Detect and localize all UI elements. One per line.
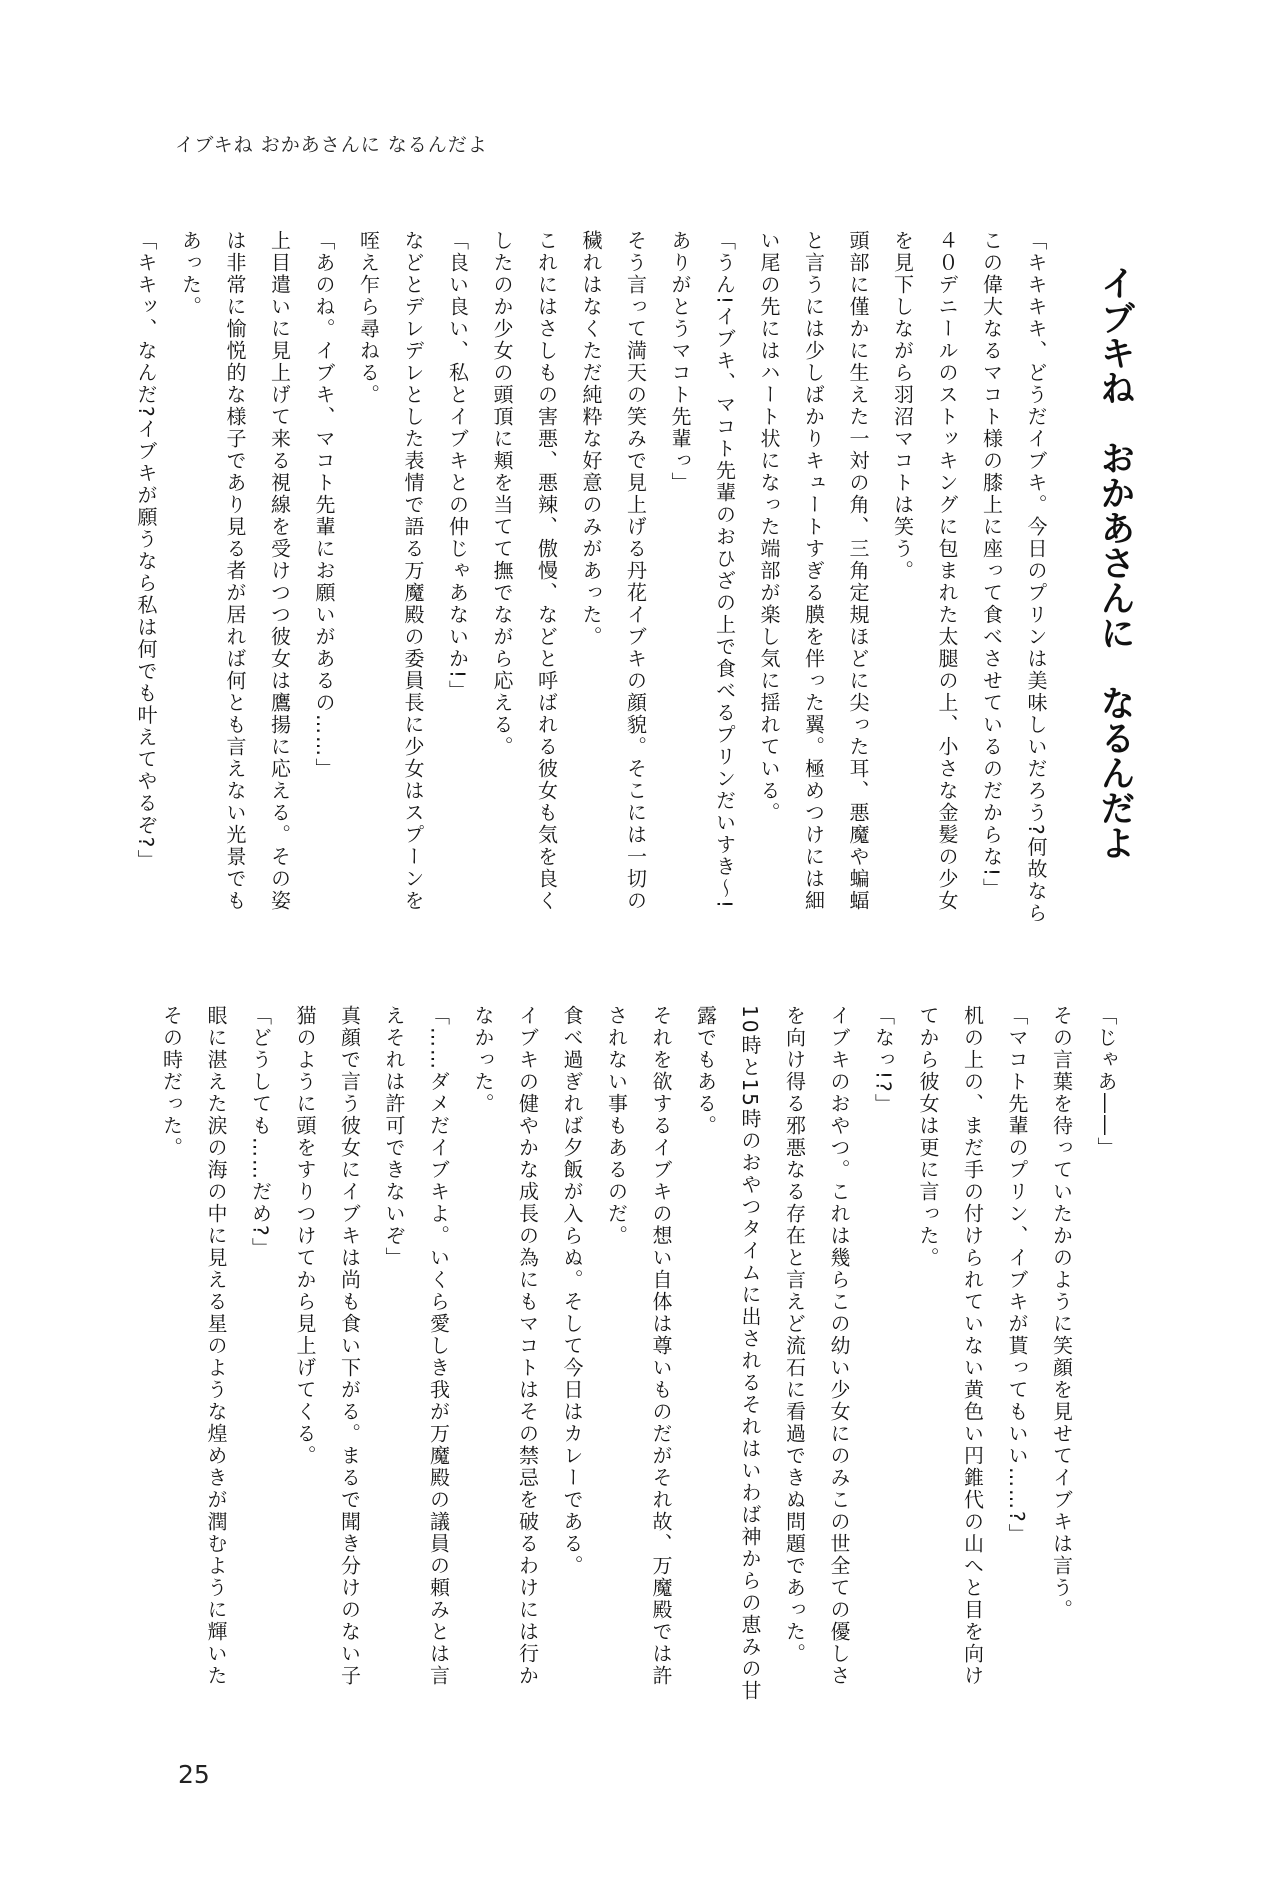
paragraph: 「良い良い、私とイブキとの仲じゃあないか!」: [445, 230, 470, 703]
paragraph: その言葉を待っていたかのように笑顔を見せてイブキは言う。: [1049, 1005, 1074, 1621]
paragraph: 頭部に僅かに生えた一対の角、三角定規ほどに尖った耳、悪魔や蝙蝠と言うには少しばかりキュートすぎる膜を伴った翼。極めつけには細い尾の先にはハート状になった端部が楽し気に揺れている。: [757, 230, 870, 912]
paragraph: 「じゃあ――」: [1094, 1005, 1118, 1159]
chapter-title: イブキね おかあさんに なるんだよ: [1095, 265, 1135, 860]
paragraph: それを欲するイブキの想い自体は尊いものだがそれ故、万魔殿では許されない事もあるのだ。: [604, 1005, 673, 1687]
lower-text-block: [158, 1005, 1128, 1705]
paragraph: 眼に湛えた涙の海の中に見える星のような煌めきが潤むように輝いたその時だった。: [159, 1005, 228, 1687]
paragraph: ４０デニールのストッキングに包まれた太腿の上、小さな金髪の少女を見下しながら羽沼マコトは笑う。: [890, 230, 959, 912]
paragraph: 10時と15時のおやつタイムに出されるそれはいわば神からの恵みの甘露でもある。: [693, 1005, 762, 1702]
paragraph: 食べ過ぎれば夕飯が入らぬ。そして今日はカレーである。: [560, 1005, 584, 1577]
paragraph: イブキのおやつ。これは幾らこの幼い少女にのみこの世全ての優しさを向け得る邪悪なる存在と言えど流石に看過できぬ問題であった。: [782, 1005, 851, 1687]
running-header: イブキね おかあさんに なるんだよ: [175, 134, 488, 156]
paragraph: 「うん!イブキ、マコト先輩のおひざの上で食べるプリンだいすき～!ありがとうマコト先輩っ」: [668, 230, 737, 911]
paragraph: 上目遣いに見上げて来る視線を受けつつ彼女は鷹揚に応える。その姿は非常に愉悦的な様子であり見る者が居れば何とも言えない光景でもあった。: [178, 230, 292, 912]
paragraph: などとデレデレとした表情で語る万魔殿の委員長に少女はスプーンを咥え乍ら尋ねる。: [356, 230, 425, 912]
page-number: 25: [178, 1760, 210, 1789]
paragraph: 「キキッ、なんだ?イブキが願うなら私は何でも叶えてやるぞ?」: [134, 230, 158, 872]
paragraph: 「マコト先輩のプリン、イブキが貰ってもいい……?」: [1005, 1005, 1029, 1546]
paragraph: そう言って満天の笑みで見上げる丹花イブキの顔貌。そこには一切の穢れはなくただ純粋な好意のみがあった。: [579, 230, 648, 912]
paragraph: 「どうしても……だめ?」: [248, 1005, 273, 1260]
paragraph: 真顔で言う彼女にイブキは尚も食い下がる。まるで聞き分けのない子猫のように頭をすりつけてから見上げてくる。: [293, 1005, 362, 1687]
paragraph: 「あのね。イブキ、マコト先輩にお願いがあるの……」: [312, 230, 336, 780]
upper-text-block: [134, 230, 1058, 930]
paragraph: イブキの健やかな成長の為にもマコトはその禁忌を破るわけには行かなかった。: [471, 1005, 540, 1687]
paragraph: 机の上の、まだ手の付けられていない黄色い円錐代の山へと目を向けてから彼女は更に言った。: [916, 1005, 985, 1687]
paragraph: 「……ダメだイブキよ。いくら愛しき我が万魔殿の議員の頼みとは言えそれは許可できないぞ」: [382, 1005, 451, 1687]
paragraph: 「キキキキ、どうだイブキ。今日のプリンは美味しいだろう?何故ならこの偉大なるマコト様の膝上に座って食べさせているのだからな!」: [979, 230, 1048, 925]
paragraph: 「なっ!?」: [871, 1005, 896, 1116]
paragraph: これにはさしもの害悪、悪辣、傲慢、などと呼ばれる彼女も気を良くしたのか少女の頭頂に頬を当てて撫でながら応える。: [490, 230, 559, 912]
